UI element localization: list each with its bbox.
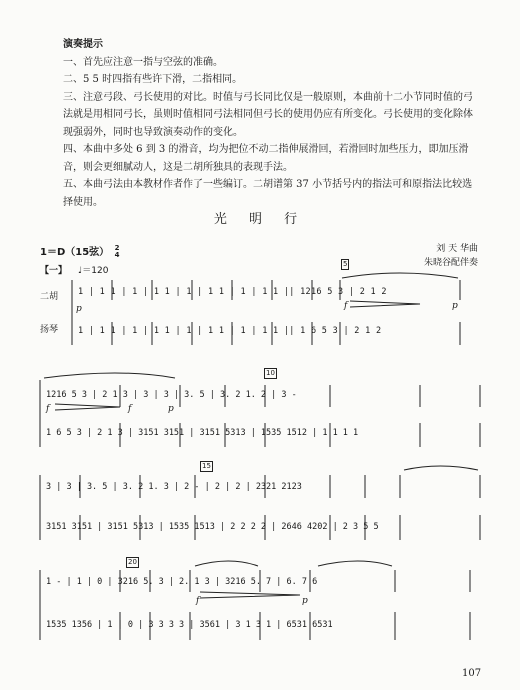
- rehearsal-mark-20: 20: [128, 558, 137, 566]
- slur-1: [342, 273, 458, 278]
- slur-3: [404, 466, 478, 470]
- note-item-1: 一、首先应注意一指与空弦的准确。: [63, 56, 223, 68]
- hairpin-3: [200, 592, 300, 598]
- slur-5: [318, 561, 392, 566]
- dynamic-f-3: f: [128, 404, 132, 414]
- note-item-4: 四、本曲中多处 6 到 3 的滑音，均为把位不动二指伸展滑回，若滑回时加些压力，即加压滑音，则会更细腻动人，这是二胡所独具的表现手法。: [63, 144, 469, 173]
- yangqin-line-3: 3151 3151 | 3151 5313 | 1535 1513 | 2 2 2 2 | 2646 4202 | 2 3 5 5: [46, 522, 379, 532]
- dynamic-p-4: p: [302, 596, 308, 606]
- erhu-line-4: 1 - | 1 | 0 | 3216 5. 3 | 2. 1 3 | 3216 5. 7 | 6. 7 6: [46, 577, 318, 587]
- note-item-3: 三、注意弓段、弓长使用的对比。时值与弓长同比仅是一般原则，本曲前十二小节同时值的弓法就是用相同弓长，虽则时值相同弓法相同但弓长的使用仍应有所变化。弓长使用的变化除体现强弱外，同时也导致演奏动作的变化。: [63, 91, 473, 138]
- rehearsal-mark-5: 5: [343, 260, 348, 268]
- notes-heading: 演奏提示: [63, 39, 103, 50]
- tempo-mark: ♩＝120: [78, 266, 109, 276]
- yangqin-line-1: 1 | 1 1 | 1 | 1 1 | 1 | 1 1 | 1 | 1 1 || 1 6 5 3 | 2 1 2: [78, 326, 382, 336]
- rehearsal-mark-15: 15: [202, 462, 211, 470]
- dynamic-f-4: f: [196, 596, 200, 606]
- time-signature: 2 4: [114, 244, 120, 259]
- yangqin-line-4: 1535 1356 | 1 | 0 | 3 3 3 3 | 3561 | 3 1 3 1 | 6531 6531: [46, 620, 333, 630]
- erhu-line-1: 1 | 1 1 | 1 | 1 1 | 1 | 1 1 | 1 | 1 1 || 1216 5 3 | 2 1 2: [78, 287, 387, 297]
- erhu-line-2: 1216 5 3 | 2 1 3 | 3 | 3 | 3. 5 | 3. 2 1. 2 | 3 -: [46, 390, 297, 400]
- dynamic-p-3: p: [168, 404, 174, 414]
- slur-4: [195, 561, 258, 566]
- slur-2: [44, 373, 175, 378]
- instrument-label-erhu: 二胡: [40, 292, 59, 302]
- rehearsal-mark-10: 10: [266, 369, 275, 377]
- hairpin-1: [350, 301, 420, 307]
- key-text: 1＝D（15弦）: [40, 247, 110, 258]
- dynamic-f-2: f: [46, 404, 50, 414]
- composer-credit: 刘 天 华曲: [436, 244, 478, 254]
- piece-title: 光 明 行: [213, 212, 307, 227]
- dynamic-p-1: p: [76, 304, 82, 314]
- dynamic-f-1: f: [344, 301, 348, 311]
- dynamic-p-2: p: [452, 301, 458, 311]
- arranger-credit: 朱晓谷配伴奏: [423, 258, 478, 268]
- page-number: 107: [462, 668, 482, 679]
- note-item-2: 二、5 5 时四指有些许下滑，二指相同。: [63, 74, 243, 85]
- section-mark: 【一】: [40, 266, 68, 276]
- erhu-line-3: 3 | 3 | 3. 5 | 3. 2 1. 3 | 2 - | 2 | 2 | 2321 2123: [46, 482, 302, 492]
- yangqin-line-2: 1 6 5 3 | 2 1 3 | 3151 3151 | 3151 5313 | 1535 1512 | 1 1 1 1: [46, 428, 359, 438]
- note-item-5: 五、本曲弓法由本教材作者作了一些编订。二胡谱第 37 小节括号内的指法可和原指法比较选择使用。: [63, 179, 473, 208]
- hairpin-2: [55, 404, 120, 410]
- instrument-label-yangqin: 扬琴: [40, 325, 59, 335]
